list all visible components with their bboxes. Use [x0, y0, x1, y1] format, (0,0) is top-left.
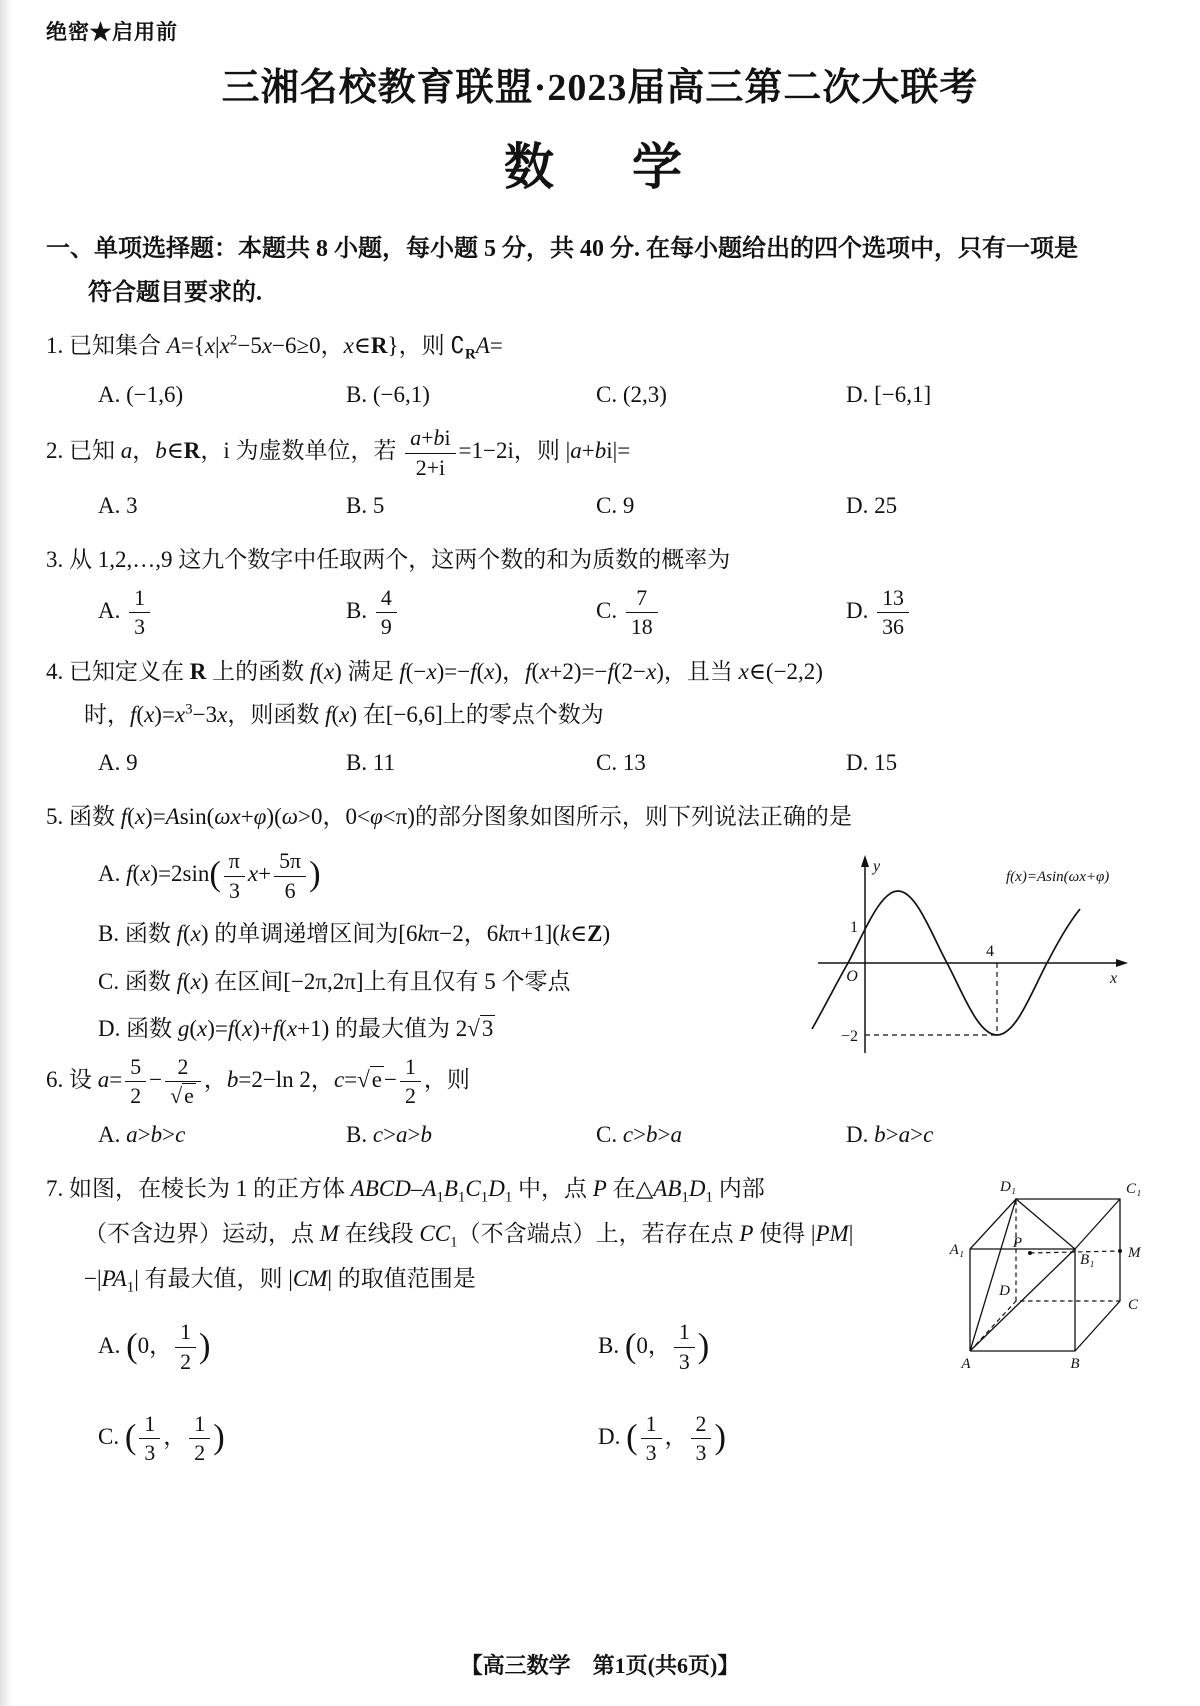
question-6-option-a: A. a>b>c — [98, 1121, 186, 1147]
question-1-option-b: B. (−6,1) — [346, 381, 430, 407]
label-C: C — [1128, 1296, 1139, 1313]
label-B1: B₁ — [1080, 1251, 1095, 1268]
question-3-option-a: A. $\frac{1}{3}$ — [98, 586, 346, 640]
secrecy-label: 绝密★启用前 — [46, 20, 178, 44]
question-3-option-d: D. $\frac{13}{36}$ — [846, 586, 1154, 640]
question-2-stem: 2. 已知 a，b∈R，i 为虚数单位，若 $\frac{a+bi}{2+i}$ =1−2i，则 |a+bi|= — [46, 426, 631, 480]
question-3-options — [98, 586, 1154, 640]
question-3-stem: 3. 从 1,2,…,9 这九个数字中任取两个，这两个数的和为质数的概率为 — [46, 547, 731, 573]
question-6-stem: 6. 设 a= $\frac{5}{2}$ − $\frac{2}{√e}$ ，b=2−ln 2，c=√e− $\frac{1}{2}$ ，则 — [46, 1055, 470, 1109]
question-7-stem-line1: 7. 如图，在棱长为 1 的正方体 ABCD–$A_1B_1C_1D_1$ 中，点 P 在$\triangle AB_1D_1$ 内部 — [46, 1175, 765, 1206]
question-4-option-c: C. 13 — [596, 750, 646, 776]
section-one-heading-line1: 一、单项选择题：本题共 8 小题，每小题 5 分，共 40 分. 在每小题给出的四个选项中，只有一项是 — [46, 236, 1078, 262]
question-4-options — [98, 741, 1154, 785]
sine-graph-figure — [810, 853, 1140, 1065]
question-5-option-d: D. 函数 g(x)=f(x)+f(x+1) 的最大值为 2√3 — [98, 1016, 494, 1042]
question-1-stem: 1. 已知集合 $A=\{x|x^2-5x-6\ge 0$，x∈R}，则 $∁_RA=$ — [46, 332, 503, 363]
triangle-AB1D1 — [970, 1199, 1075, 1351]
section-one-heading — [46, 227, 1154, 316]
exam-title: 三湘名校教育联盟·2023届高三第二次大联考 — [221, 67, 979, 109]
question-5 — [46, 795, 1154, 1055]
label-D: D — [999, 1282, 1010, 1299]
question-6 — [46, 1055, 1154, 1167]
question-7-stem-line3: $-|PA_1|$ 有最大值，则 |CM| 的取值范围是 — [84, 1265, 476, 1296]
question-2-option-b: B. 5 — [346, 493, 385, 519]
question-1-option-d: D. [−6,1] — [846, 381, 932, 407]
question-7-options — [98, 1314, 864, 1471]
y-axis-label: y — [873, 857, 881, 875]
question-1-option-a: A. (−1,6) — [98, 381, 184, 407]
label-A1: A₁ — [949, 1241, 964, 1258]
question-7-option-c: C. ( $\frac{1}{3}$ ， $\frac{1}{2}$ ) — [98, 1411, 225, 1466]
y-axis-arrow — [861, 855, 869, 867]
label-M: M — [1128, 1244, 1141, 1261]
question-5-stem: 5. 函数 f(x)=Asin(ωx+φ)(ω>0，0<φ<π)的部分图象如图所示，则下列说法正确的是 — [46, 803, 852, 829]
question-5-option-a: A. f(x)=2sin( $\frac{\pi}{3}$ x+ $\frac{5\pi}{6}$ ) — [98, 849, 321, 903]
label-P: P — [1012, 1234, 1022, 1251]
question-4 — [46, 650, 1154, 795]
question-3 — [46, 538, 1154, 650]
question-7-option-a: A. (0， $\frac{1}{2}$ ) — [98, 1320, 211, 1374]
question-2 — [46, 426, 1154, 538]
question-6-option-c: C. c>b>a — [596, 1121, 683, 1147]
x-axis-arrow — [1116, 959, 1128, 967]
question-6-option-d: D. b>a>c — [846, 1121, 934, 1147]
question-7-option-d: D. ( $\frac{1}{3}$ ， $\frac{2}{3}$ ) — [598, 1411, 726, 1466]
question-7 — [46, 1167, 1154, 1481]
point-P — [1028, 1251, 1032, 1255]
subject-title: 数 学 — [504, 139, 696, 195]
question-5-options — [46, 842, 726, 1051]
question-7-option-b: B. (0， $\frac{1}{3}$ ) — [598, 1320, 710, 1374]
question-2-option-d: D. 25 — [846, 493, 898, 519]
question-4-stem-line1: 4. 已知定义在 R 上的函数 f(x) 满足 f(−x)=−f(x)，f(x+2)=−f(2−x)，且当 x∈(−2,2) — [46, 658, 823, 684]
label-C1: C₁ — [1126, 1180, 1142, 1197]
point-M — [1118, 1249, 1122, 1253]
question-4-option-a: A. 9 — [98, 750, 138, 776]
question-3-option-b: B. $\frac{4}{9}$ — [346, 586, 596, 640]
question-5-option-b: B. 函数 f(x) 的单调递增区间为[6kπ−2，6kπ+1](k∈Z) — [98, 920, 611, 946]
question-2-option-a: A. 3 — [98, 493, 138, 519]
question-6-options — [98, 1113, 1154, 1157]
x-axis-label: x — [1110, 969, 1118, 987]
label-B: B — [1070, 1355, 1080, 1372]
question-4-option-d: D. 15 — [846, 750, 898, 776]
question-1 — [46, 324, 1154, 427]
tick-neg2-label: −2 — [840, 1027, 858, 1045]
question-3-option-c: C. $\frac{7}{18}$ — [596, 586, 846, 640]
question-2-option-c: C. 9 — [596, 493, 635, 519]
tick-4-label: 4 — [986, 942, 994, 960]
question-1-options — [98, 373, 1154, 417]
question-5-option-c: C. 函数 f(x) 在区间[−2π,2π]上有且仅有 5 个零点 — [98, 968, 571, 994]
cube-figure — [942, 1169, 1154, 1383]
tick-1-label: 1 — [850, 918, 858, 936]
function-label: f(x)=Asin(ωx+φ) — [1006, 868, 1110, 885]
question-4-option-b: B. 11 — [346, 750, 395, 776]
question-1-option-c: C. (2,3) — [596, 381, 667, 407]
section-one-heading-line2: 符合题目要求的. — [88, 280, 262, 307]
label-A: A — [961, 1355, 971, 1372]
label-D1: D₁ — [999, 1178, 1017, 1195]
question-7-stem-line2: （不含边界）运动，点 M 在线段 $CC_1$（不含端点）上，若存在点 P 使得 |PM| — [84, 1220, 854, 1251]
origin-label: O — [846, 967, 858, 985]
question-6-option-b: B. c>a>b — [346, 1121, 433, 1147]
question-2-options — [98, 484, 1154, 528]
page-footer: 【高三数学 第1页(共6页)】 — [460, 1653, 740, 1678]
question-4-stem-line2: 时，$f(x)=x^3-3x$，则函数 f(x) 在[−6,6]上的零点个数为 — [84, 701, 604, 728]
